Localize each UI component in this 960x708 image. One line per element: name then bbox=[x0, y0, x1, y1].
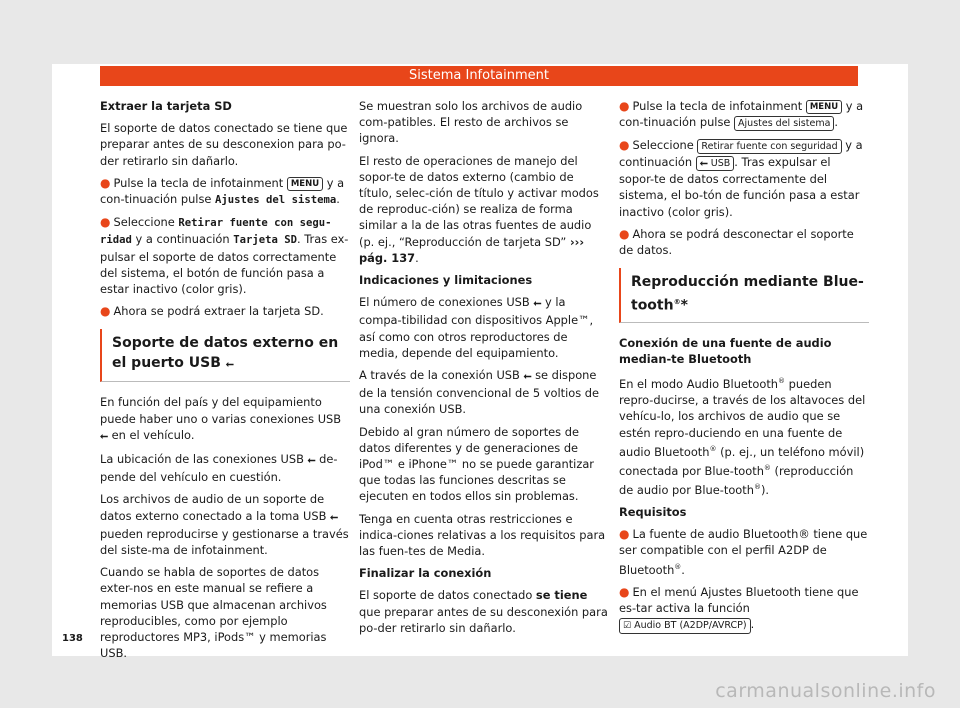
list-item: ● Seleccione Retirar fuente con seguridad y a continuación ⭠ USB . Tras expulsar el sopor-te de datos correctamente del sistema, el bo-tón de función pasa a estar inactivo (color gris). bbox=[619, 138, 863, 219]
bullet-icon: ● bbox=[619, 226, 630, 241]
list-item: ● Pulse la tecla de infotainment MENU y a con-tinuación pulse Ajustes del sistema . bbox=[619, 99, 864, 130]
usb-icon: ⭠ bbox=[100, 430, 108, 442]
list-item: ● Ahora se podrá extraer la tarjeta SD. bbox=[100, 304, 324, 319]
page-number: 138 bbox=[62, 633, 83, 644]
heading-indicaciones: Indicaciones y limitaciones bbox=[359, 273, 533, 288]
usb-button[interactable]: ⭠ USB bbox=[696, 156, 735, 171]
usb-icon: ⭠ bbox=[533, 298, 542, 310]
list-item: ● Seleccione Retirar fuente con segu-ridad y a continuación Tarjeta SD. Tras ex-pulsar el soporte de datos correctamente del sistema, el botón de función pasa a estar inactivo (color gris). bbox=[100, 215, 349, 297]
list-item: ● En el menú Ajustes Bluetooth tiene que es-tar activa la función ☑ Audio BT (A2DP/AVRCP) . bbox=[619, 584, 869, 634]
checkbox-checked-icon: ☑ bbox=[623, 620, 632, 631]
bullet-icon: ● bbox=[100, 215, 111, 230]
bullet-icon: ● bbox=[619, 584, 630, 599]
paragraph: El resto de operaciones de manejo del sopor-te de datos externo (cambio de título, selec-ción de título y activar modos de reproduc-ción) se realiza de forma similar a la de las otras fuentes de audio (p. ej., “Reproducción de tarjeta SD” ››› pág. 137. bbox=[359, 153, 599, 265]
ajustes-sistema-button[interactable]: Ajustes del sistema bbox=[734, 116, 834, 131]
bullet-icon: ● bbox=[619, 527, 630, 542]
audio-bt-toggle[interactable]: ☑ Audio BT (A2DP/AVRCP) bbox=[619, 618, 751, 634]
column-1 bbox=[100, 98, 350, 667]
bullet-icon: ● bbox=[100, 304, 111, 319]
list-item: ● Pulse la tecla de infotainment MENU y a con-tinuación pulse Ajustes del sistema. bbox=[100, 175, 345, 207]
menu-key-icon: MENU bbox=[287, 177, 323, 191]
menu-key-icon: MENU bbox=[806, 100, 842, 114]
paragraph: Cuando se habla de soportes de datos exter-nos en este manual se refiere a memorias USB que almacenan archivos reproducibles, como por ejemplo reproductores MP3, iPods™ y memorias USB. bbox=[100, 565, 327, 661]
paragraph: La ubicación de las conexiones USB ⭠ de-pende del vehículo en cuestión. bbox=[100, 452, 338, 485]
heading-requisitos: Requisitos bbox=[619, 504, 687, 519]
section-heading-bluetooth: Reproducción mediante Blue-tooth®* bbox=[619, 268, 869, 323]
section-heading-usb: Soporte de datos externo en el puerto USB ⭠ bbox=[100, 329, 350, 382]
watermark: carmanualsonline.info bbox=[715, 680, 936, 702]
paragraph: Tenga en cuenta otras restricciones e indica-ciones relativas a los requisitos para las fuen-tes de Media. bbox=[359, 511, 606, 559]
usb-icon: ⭠ bbox=[699, 158, 708, 170]
page-reference-link[interactable]: ››› pág. 137 bbox=[359, 234, 585, 265]
bullet-icon: ● bbox=[100, 175, 111, 190]
paragraph: En función del país y del equipamiento puede haber uno o varias conexiones USB ⭠ en el vehículo. bbox=[100, 395, 342, 442]
usb-icon: ⭠ bbox=[307, 455, 316, 467]
usb-icon: ⭠ bbox=[330, 511, 339, 523]
usb-icon: ⭠ bbox=[225, 359, 234, 371]
column-3 bbox=[619, 98, 869, 640]
heading-finalizar: Finalizar la conexión bbox=[359, 566, 492, 581]
list-item: ● Ahora se podrá desconectar el soporte de datos. bbox=[619, 226, 854, 258]
bullet-icon: ● bbox=[619, 99, 630, 113]
list-item: ● La fuente de audio Bluetooth® tiene que ser compatible con el perfil A2DP de Bluetooth®. bbox=[619, 527, 868, 577]
heading-conexion-bt: Conexión de una fuente de audio median-te Bluetooth bbox=[619, 335, 832, 367]
retirar-fuente-button[interactable]: Retirar fuente con seguridad bbox=[697, 139, 841, 154]
column-2 bbox=[359, 98, 609, 642]
heading-extraer-sd: Extraer la tarjeta SD bbox=[100, 99, 232, 113]
paragraph: El soporte de datos conectado se tiene que preparar antes de su desconexión para po-der retirarlo sin dañarlo. bbox=[359, 588, 608, 635]
paragraph: En el modo Audio Bluetooth® pueden repro-ducirse, a través de los altavoces del vehícu-lo, los archivos de audio que se estén repro-duciendo en una fuente de audio Bluetooth® (p. ej., un teléfono móvil) conectada por Blue-tooth® (reproducción de audio por Blue-tooth®). bbox=[619, 377, 866, 497]
paragraph: Debido al gran número de soportes de datos diferentes y de generaciones de iPod™ e iPhone™ no se puede garantizar que todas las funciones descritas se ejecuten en todos ellos sin problemas. bbox=[359, 424, 594, 504]
paragraph: El soporte de datos conectado se tiene que preparar antes de su desconexion para po-der retirarlo sin dañarlo. bbox=[100, 121, 348, 168]
paragraph: Los archivos de audio de un soporte de datos externo conectado a la toma USB ⭠ pueden reproducirse y gestionarse a través del siste-ma de infotainment. bbox=[100, 492, 349, 558]
paragraph: El número de conexiones USB ⭠ y la compa-tibilidad con dispositivos Apple™, así como con otros reproductores de media, depende del equipamiento. bbox=[359, 295, 594, 360]
paragraph: Se muestran solo los archivos de audio com-patibles. El resto de archivos se ignora. bbox=[359, 99, 583, 146]
page-header: Sistema Infotainment bbox=[100, 66, 858, 86]
bullet-icon: ● bbox=[619, 138, 630, 153]
paragraph: A través de la conexión USB ⭠ se dispone de la tensión convencional de 5 voltios de una conexión USB. bbox=[359, 368, 600, 417]
usb-icon: ⭠ bbox=[523, 371, 532, 383]
